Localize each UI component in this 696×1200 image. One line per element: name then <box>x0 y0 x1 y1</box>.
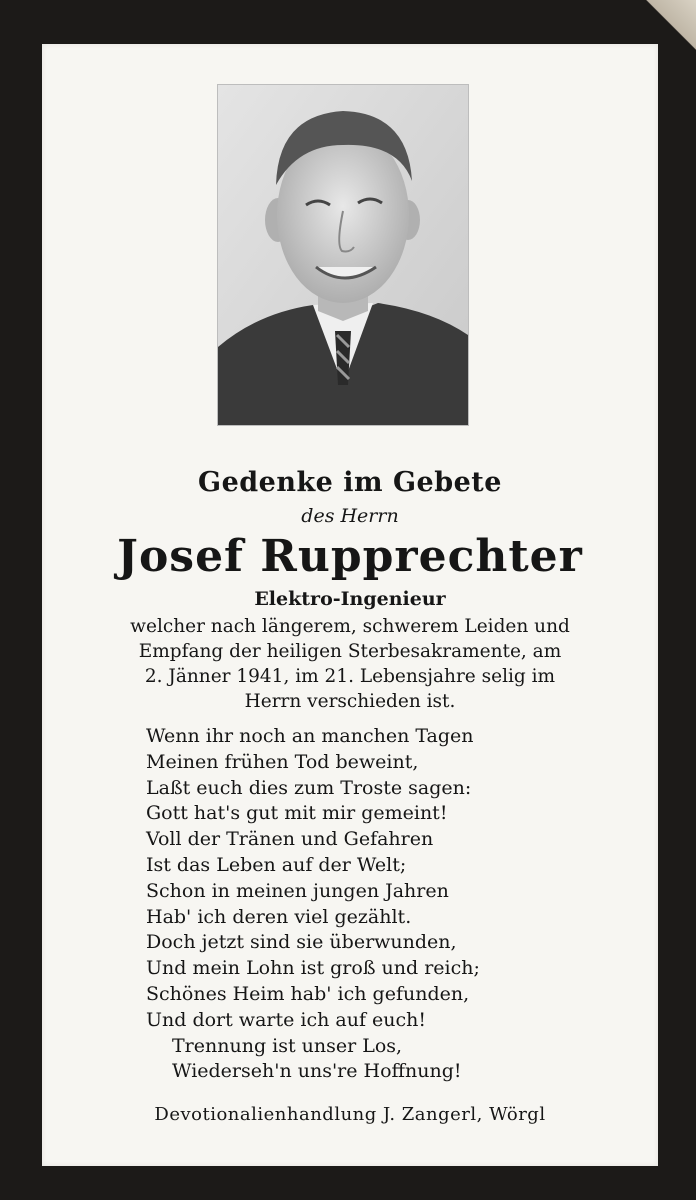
poem-line: Wenn ihr noch an manchen Tagen <box>146 725 474 747</box>
poem-line: Schon in meinen jungen Jahren <box>146 879 449 902</box>
poem <box>146 724 658 1034</box>
poem-line: Gott hat's gut mit mir gemeint! <box>146 802 448 825</box>
poem-line: Hab' ich deren viel gezählt. <box>146 905 412 928</box>
announcement-line: Herrn verschieden ist. <box>244 691 456 712</box>
portrait-photo <box>217 84 469 426</box>
poem-line: Doch jetzt sind sie überwunden, <box>146 931 457 954</box>
card-text <box>42 464 658 1085</box>
announcement-line: welcher nach längerem, schwerem Leiden und <box>130 616 570 637</box>
memorial-card <box>42 44 658 1166</box>
heading: Gedenke im Gebete <box>198 467 502 498</box>
poem-line: Ist das Leben auf der Welt; <box>146 853 407 876</box>
poem-line: Und mein Lohn ist groß und reich; <box>146 957 480 980</box>
closing-verse <box>172 1034 658 1086</box>
poem-line: Meinen frühen Tod beweint, <box>146 750 419 773</box>
poem-line: Laßt euch dies zum Troste sagen: <box>146 776 472 799</box>
profession: Elektro-Ingenieur <box>254 588 446 610</box>
poem-line: Schönes Heim hab' ich gefunden, <box>146 982 470 1005</box>
closing-line: Wiederseh'n uns're Hoffnung! <box>172 1060 462 1083</box>
subheading: des Herrn <box>301 505 399 527</box>
publisher-footer: Devotionalienhandlung J. Zangerl, Wörgl <box>154 1104 546 1125</box>
closing-line: Trennung ist unser Los, <box>172 1034 403 1057</box>
poem-line: Und dort warte ich auf euch! <box>146 1008 427 1031</box>
announcement <box>80 614 620 714</box>
announcement-line: Empfang der heiligen Sterbesakramente, am <box>138 641 562 662</box>
announcement-line: 2. Jänner 1941, im 21. Lebensjahre selig im <box>144 666 556 687</box>
poem-line: Voll der Tränen und Gefahren <box>146 828 434 851</box>
deceased-name: Josef Rupprechter <box>117 531 583 582</box>
